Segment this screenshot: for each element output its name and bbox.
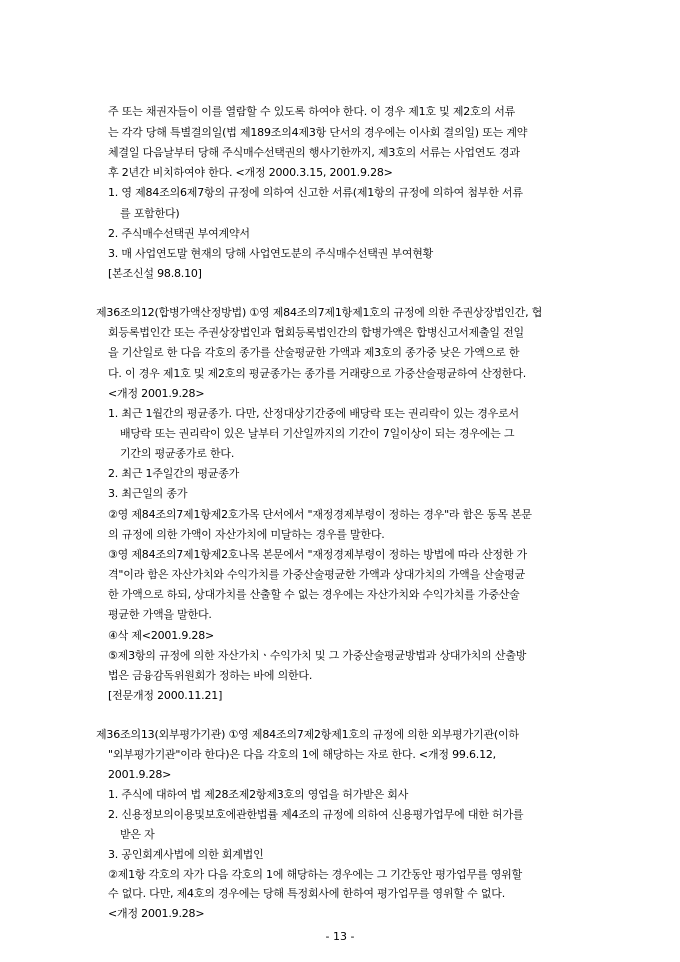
amendment-note: [전문개정 2000.11.21] <box>108 689 223 702</box>
list-item: 1. 주식에 대하여 법 제28조제2항제3호의 영업을 허가받은 회사 <box>108 788 409 801</box>
amendment-note: 2001.9.28> <box>108 768 172 781</box>
paragraph-line: 한 가액으로 하되, 상대가치를 산출할 수 없는 경우에는 자산가치와 수익가치를 가중산술 <box>108 588 520 601</box>
list-item: 2. 주식매수선택권 부여계약서 <box>108 227 250 240</box>
paragraph-line: ②영 제84조의7제1항제2호가목 단서에서 "재정경제부령이 정하는 경우"라 함은 동목 본문 <box>108 508 532 521</box>
paragraph-line: 을 기산일로 한 다음 각호의 종가를 산술평균한 가액과 제3호의 종가중 낮은 가액으로 한 <box>108 346 520 359</box>
paragraph-line: 는 각각 당해 특별결의일(법 제189조의4제3항 단서의 경우에는 이사회 결의일) 또는 계약 <box>108 126 528 139</box>
paragraph-line: 법은 금융감독위원회가 정하는 바에 의한다. <box>108 669 313 682</box>
paragraph-line: 수 없다. 다만, 제4호의 경우에는 당해 특정회사에 한하여 평가업무를 영위할 수 없다. <box>108 887 506 900</box>
paragraph-line: 격"이라 함은 자산가치와 수익가치를 가중산술평균한 가액과 상대가치의 가액을 산술평균 <box>108 568 525 581</box>
amendment-note: <개정 2001.9.28> <box>108 907 205 920</box>
list-item: 3. 최근일의 종가 <box>108 487 188 500</box>
list-item: 기간의 평균종가로 한다. <box>120 447 235 460</box>
list-item: 3. 공인회계사법에 의한 회계법인 <box>108 848 264 861</box>
article-heading: 제36조의12(합병가액산정방법) ①영 제84조의7제1항제1호의 규정에 의한 주권상장법인간, 협 <box>96 306 543 319</box>
list-item: 를 포함한다) <box>120 207 180 220</box>
paragraph-line: 다. 이 경우 제1호 및 제2호의 평균종가는 종가를 거래량으로 가중산술평균하여 산정한다. <box>108 367 527 380</box>
paragraph-line: 주 또는 채권자들이 이를 열람할 수 있도록 하여야 한다. 이 경우 제1호 및 제2호의 서류 <box>108 105 516 118</box>
paragraph-line: ③영 제84조의7제1항제2호나목 본문에서 "재정경제부령이 정하는 방법에 따라 산정한 가 <box>108 548 527 561</box>
list-item: 배당락 또는 권리락이 있은 날부터 기산일까지의 기간이 7일이상이 되는 경우에는 그 <box>120 427 515 440</box>
paragraph-line: ⑤제3항의 규정에 의한 자산가치ㆍ수익가치 및 그 가중산술평균방법과 상대가치의 산출방 <box>108 649 527 662</box>
paragraph-line: 평균한 가액을 말한다. <box>108 608 212 621</box>
amendment-note: [본조신설 98.8.10] <box>108 267 202 280</box>
paragraph-line: 회등록법인간 또는 주권상장법인과 협회등록법인간의 합병가액은 합병신고서제출일 전일 <box>108 326 524 339</box>
list-item: 2. 신용정보의이용및보호에관한법률 제4조의 규정에 의하여 신용평가업무에 대한 허가를 <box>108 808 524 821</box>
list-item: 1. 최근 1월간의 평균종가. 다만, 산정대상기간중에 배당락 또는 권리락이 있는 경우로서 <box>108 407 519 420</box>
list-item: 받은 자 <box>120 828 155 841</box>
paragraph-line: "외부평가기관"이라 한다)은 다음 각호의 1에 해당하는 자로 한다. <개정 99.6.12, <box>108 748 496 761</box>
article-heading: 제36조의13(외부평가기관) ①영 제84조의7제2항제1호의 규정에 의한 외부평가기관(이하 <box>96 728 519 741</box>
paragraph-line: 체결일 다음날부터 당해 주식매수선택권의 행사기한까지, 제3호의 서류는 사업연도 경과 <box>108 146 520 159</box>
paragraph-line: ②제1항 각호의 자가 다음 각호의 1에 해당하는 경우에는 그 기간동안 평가업무를 영위할 <box>108 868 523 881</box>
list-item: 2. 최근 1주일간의 평균종가 <box>108 467 240 480</box>
page-number: - 13 - <box>325 930 355 943</box>
list-item: 1. 영 제84조의6제7항의 규정에 의하여 신고한 서류(제1항의 규정에 의하여 첨부한 서류 <box>108 186 523 199</box>
deleted-clause: ④삭 제<2001.9.28> <box>108 629 215 642</box>
amendment-note: <개정 2001.9.28> <box>108 387 205 400</box>
paragraph-line: 의 규정에 의한 가액이 자산가치에 미달하는 경우를 말한다. <box>108 528 385 541</box>
list-item: 3. 매 사업연도말 현재의 당해 사업연도분의 주식매수선택권 부여현황 <box>108 247 434 260</box>
paragraph-line: 후 2년간 비치하여야 한다. <개정 2000.3.15, 2001.9.28> <box>108 166 393 179</box>
